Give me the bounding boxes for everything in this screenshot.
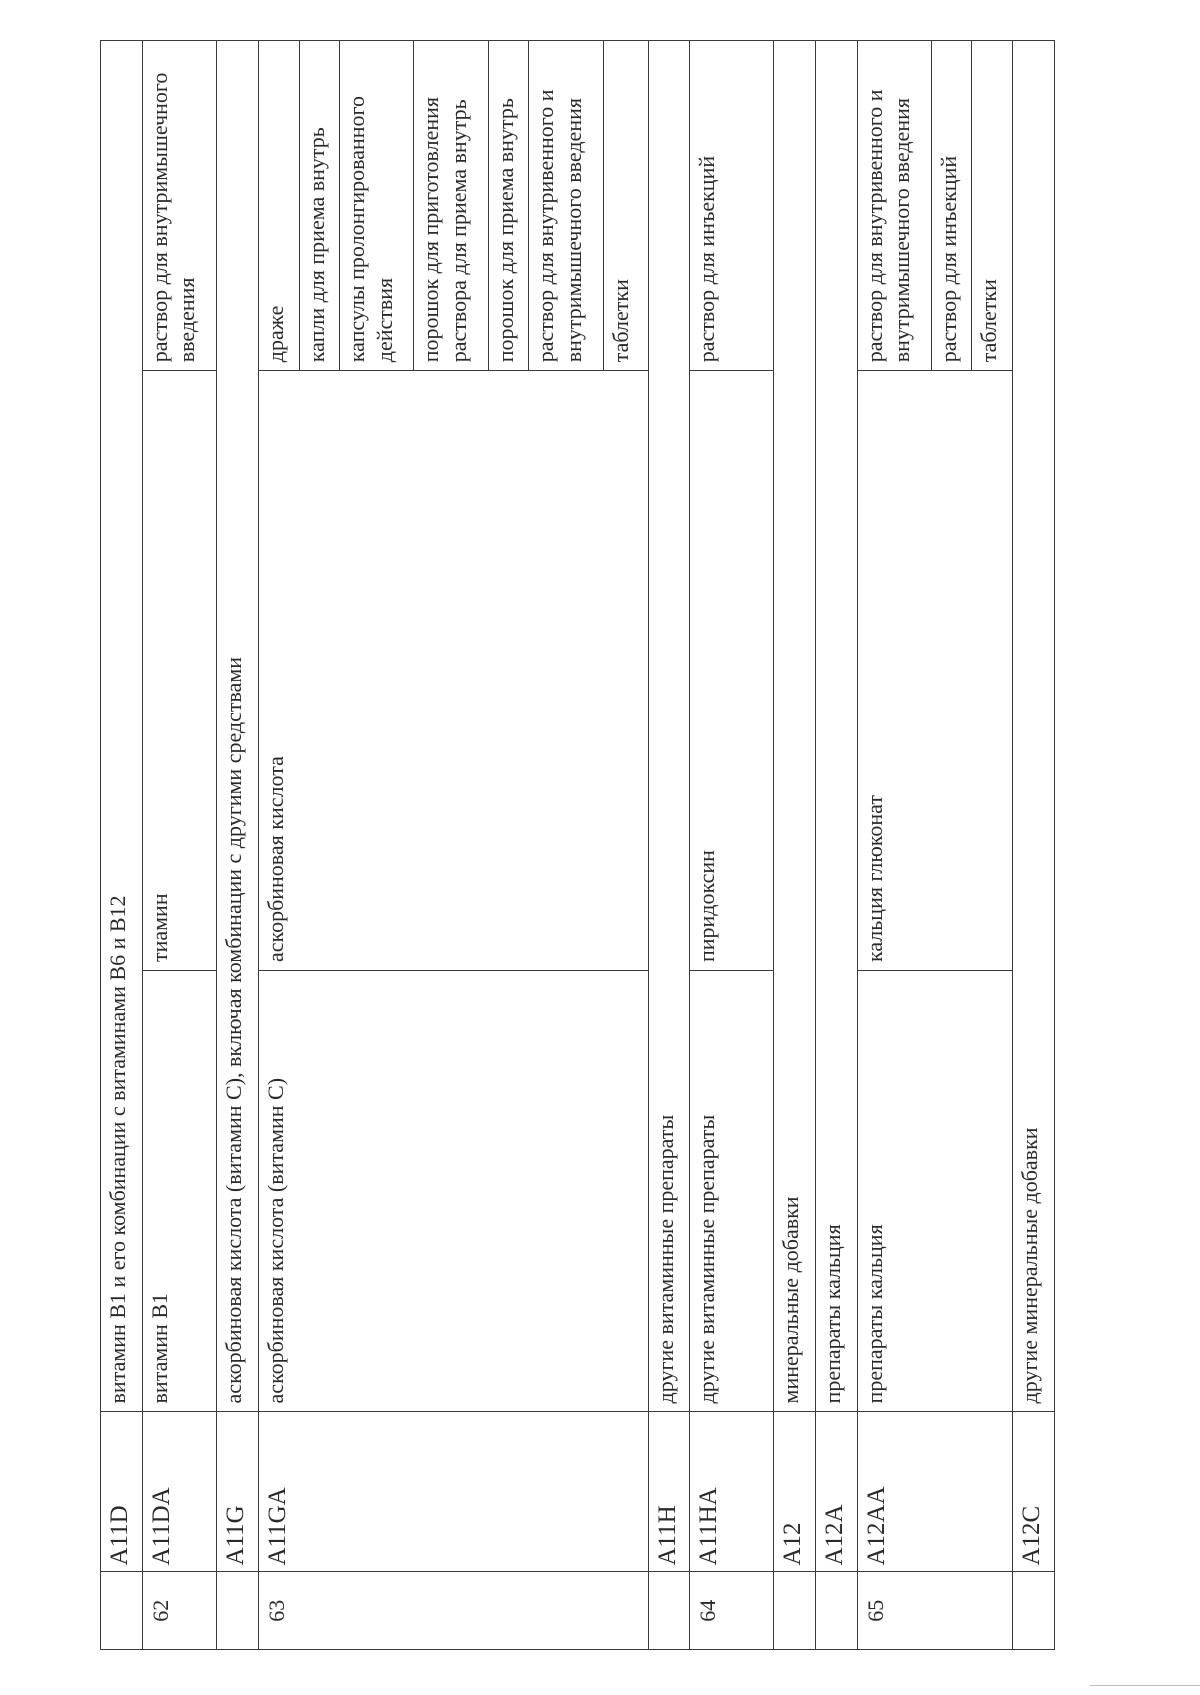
dosage-form: таблетки — [972, 41, 1013, 371]
drug-name: кальция глюконат — [857, 371, 1012, 971]
table-row — [690, 41, 773, 1650]
subgroup-name: другие витаминные препараты — [690, 971, 773, 1412]
atc-code: A11G — [217, 1412, 259, 1572]
dosage-form: таблетки — [603, 41, 648, 371]
row-number — [217, 1572, 259, 1650]
row-number: 62 — [142, 1572, 216, 1650]
dosage-form: капли для приема внутрь — [299, 41, 340, 371]
row-number — [815, 1572, 857, 1650]
atc-code: A11GA — [259, 1412, 648, 1572]
dosage-form: раствор для внутривенного и внутримышечного введения — [529, 41, 603, 371]
group-name: препараты кальция — [815, 41, 857, 1412]
dosage-form: капсулы пролонгированного действия — [340, 41, 414, 371]
table-row — [857, 41, 931, 1650]
atc-code: A11D — [101, 1412, 143, 1572]
table-row — [101, 41, 143, 1650]
table-row — [142, 41, 216, 1650]
row-number — [101, 1572, 143, 1650]
dosage-form: раствор для инъекций — [931, 41, 972, 371]
group-name: другие витаминные препараты — [648, 41, 690, 1412]
atc-code: A12 — [773, 1412, 815, 1572]
row-number — [1012, 1572, 1054, 1650]
row-number — [648, 1572, 690, 1650]
subgroup-name: аскорбиновая кислота (витамин C) — [259, 971, 648, 1412]
atc-code: A11H — [648, 1412, 690, 1572]
dosage-form: раствор для внутримышечного введения — [142, 41, 216, 371]
scan-artifact-line — [1090, 1685, 1200, 1686]
table-row — [259, 41, 300, 1650]
atc-code: A12AA — [857, 1412, 1012, 1572]
subgroup-name: препараты кальция — [857, 971, 1012, 1412]
row-number — [773, 1572, 815, 1650]
atc-code: A12A — [815, 1412, 857, 1572]
group-name: минеральные добавки — [773, 41, 815, 1412]
drug-name: аскорбиновая кислота — [259, 371, 648, 971]
table-row — [1012, 41, 1054, 1650]
dosage-form: раствор для внутривенного и внутримышечного введения — [857, 41, 931, 371]
drug-name: тиамин — [142, 371, 216, 971]
row-number: 65 — [857, 1572, 1012, 1650]
group-name: витамин B1 и его комбинации с витаминами B6 и B12 — [101, 41, 143, 1412]
rotated-document-page — [100, 40, 1055, 1650]
group-name: аскорбиновая кислота (витамин C), включая комбинации с другими средствами — [217, 41, 259, 1412]
table-row — [648, 41, 690, 1650]
group-name: другие минеральные добавки — [1012, 41, 1054, 1412]
table-row — [773, 41, 815, 1650]
atc-code: A11DA — [142, 1412, 216, 1572]
table-row — [217, 41, 259, 1650]
drug-list-table — [100, 40, 1055, 1650]
row-number: 64 — [690, 1572, 773, 1650]
dosage-form: порошок для приготовления раствора для приема внутрь — [414, 41, 488, 371]
drug-name: пиридоксин — [690, 371, 773, 971]
dosage-form: порошок для приема внутрь — [488, 41, 529, 371]
subgroup-name: витамин B1 — [142, 971, 216, 1412]
atc-code: A11HA — [690, 1412, 773, 1572]
table-row — [815, 41, 857, 1650]
row-number: 63 — [259, 1572, 648, 1650]
dosage-form: раствор для инъекций — [690, 41, 773, 371]
atc-code: A12C — [1012, 1412, 1054, 1572]
dosage-form: драже — [259, 41, 300, 371]
